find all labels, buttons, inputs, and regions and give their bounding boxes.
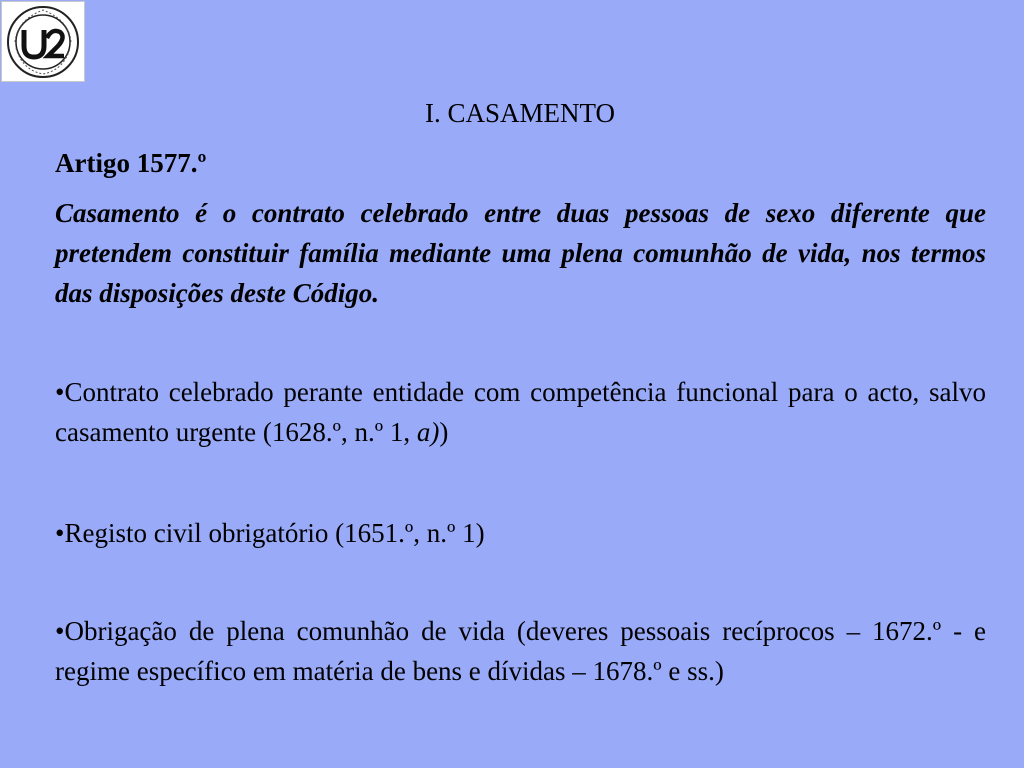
bullet-text: Contrato celebrado perante entidade com competência funcional para o acto, salvo casamento urgente (1628.º, n.º 1, <box>55 377 986 447</box>
bullet-mark: • <box>55 616 65 646</box>
slide-title: I. CASAMENTO <box>424 98 615 128</box>
university-seal-icon <box>2 2 84 81</box>
bullet-mark: • <box>55 377 65 407</box>
bullet-mark: • <box>55 518 65 548</box>
bullet-item <box>55 611 986 691</box>
bullet-item <box>55 513 986 553</box>
university-logo <box>1 1 85 82</box>
article-number: Artigo 1577.º <box>55 148 207 178</box>
article-text: Casamento é o contrato celebrado entre duas pessoas de sexo diferente que pretendem constituir família mediante uma plena comunhão de vida, nos termos das disposições deste Código. <box>55 198 986 308</box>
bullet-item <box>55 372 986 452</box>
bullet-text-end: ) <box>439 417 449 447</box>
bullet-text: Registo civil obrigatório (1651.º, n.º 1) <box>64 518 485 548</box>
bullet-text: Obrigação de plena comunhão de vida (deveres pessoais recíprocos – 1672.º - e regime específico em matéria de bens e dívidas – 1678.º e ss.) <box>55 616 986 686</box>
bullet-text-italic: a) <box>416 417 440 447</box>
